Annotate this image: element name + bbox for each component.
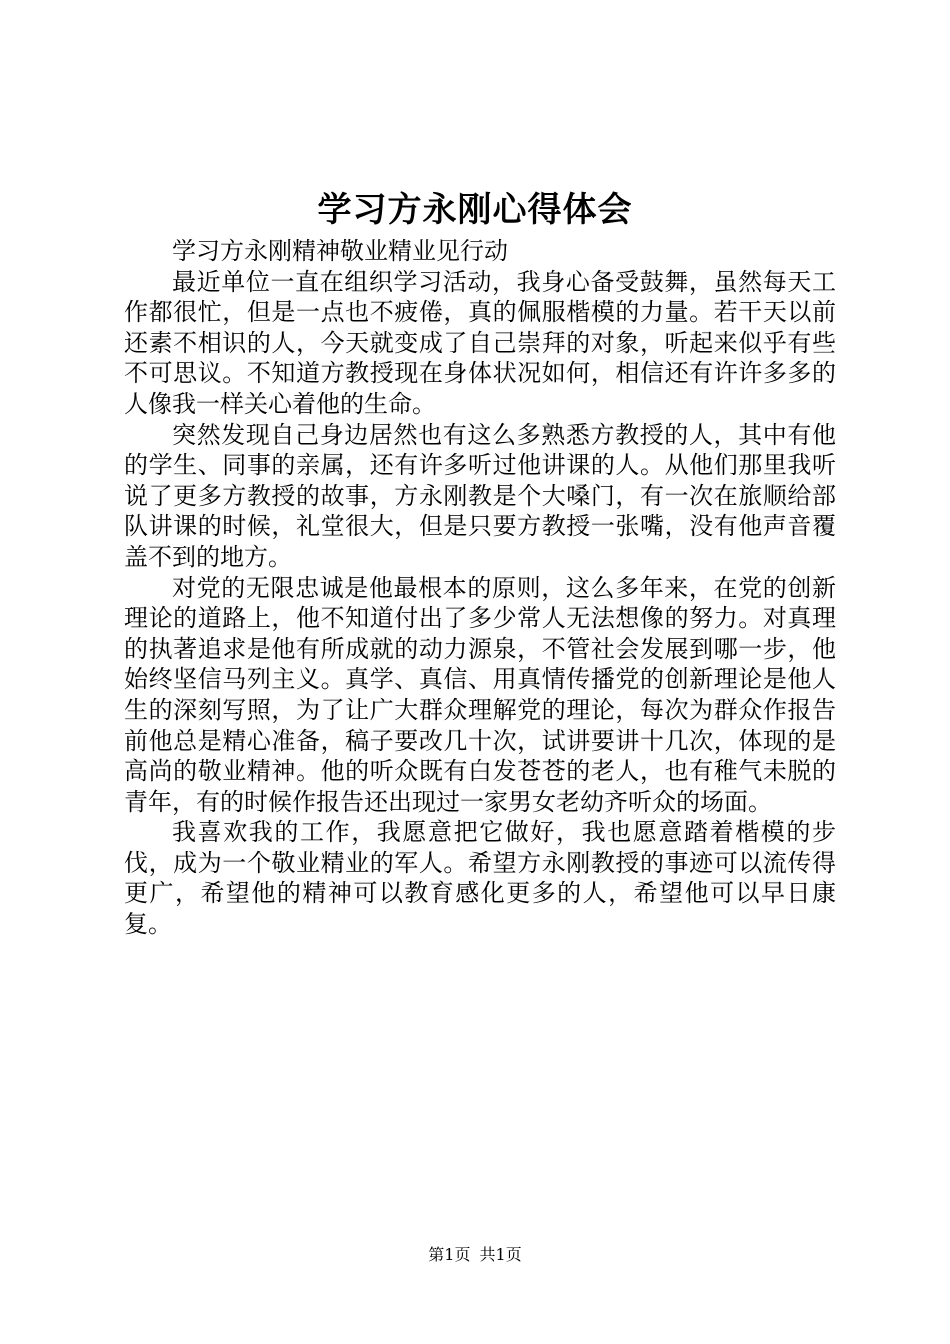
page-total: 共1页 bbox=[479, 1245, 522, 1264]
paragraph-4: 我喜欢我的工作，我愿意把它做好，我也愿意踏着楷模的步伐，成为一个敬业精业的军人。希望方永刚教授的事迹可以流传得更广，希望他的精神可以教育感化更多的人，希望他可以早日康复。 bbox=[124, 818, 836, 939]
paragraph-1: 最近单位一直在组织学习活动，我身心备受鼓舞，虽然每天工作都很忙，但是一点也不疲倦，真的佩服楷模的力量。若干天以前还素不相识的人，今天就变成了自己崇拜的对象，听起来似乎有些不可思议。不知道方教授现在身体状况如何，相信还有许许多多的人像我一样关心着他的生命。 bbox=[124, 267, 836, 418]
document-title: 学习方永刚心得体会 bbox=[317, 190, 633, 230]
paragraph-2: 突然发现自己身边居然也有这么多熟悉方教授的人，其中有他的学生、同事的亲属，还有许多听过他讲课的人。从他们那里我听说了更多方教授的故事，方永刚教是个大嗓门，有一次在旅顺给部队讲课的时候，礼堂很大，但是只要方教授一张嘴，没有他声音覆盖不到的地方。 bbox=[124, 420, 836, 571]
paragraph-3: 对党的无限忠诚是他最根本的原则，这么多年来，在党的创新理论的道路上，他不知道付出了多少常人无法想像的努力。对真理的执著追求是他有所成就的动力源泉，不管社会发展到哪一步，他始终坚信马列主义。真学、真信、用真情传播党的创新理论是他人生的深刻写照，为了让广大群众理解党的理论，每次为群众作报告前他总是精心准备，稿子要改几十次，试讲要讲十几次，体现的是高尚的敬业精神。他的听众既有白发苍苍的老人，也有稚气未脱的青年，有的时候作报告还出现过一家男女老幼齐听众的场面。 bbox=[124, 573, 836, 816]
document-subtitle: 学习方永刚精神敬业精业见行动 bbox=[172, 237, 508, 265]
page-number: 第1页 bbox=[428, 1245, 471, 1264]
document-body bbox=[124, 236, 836, 940]
page-footer bbox=[0, 1244, 950, 1266]
